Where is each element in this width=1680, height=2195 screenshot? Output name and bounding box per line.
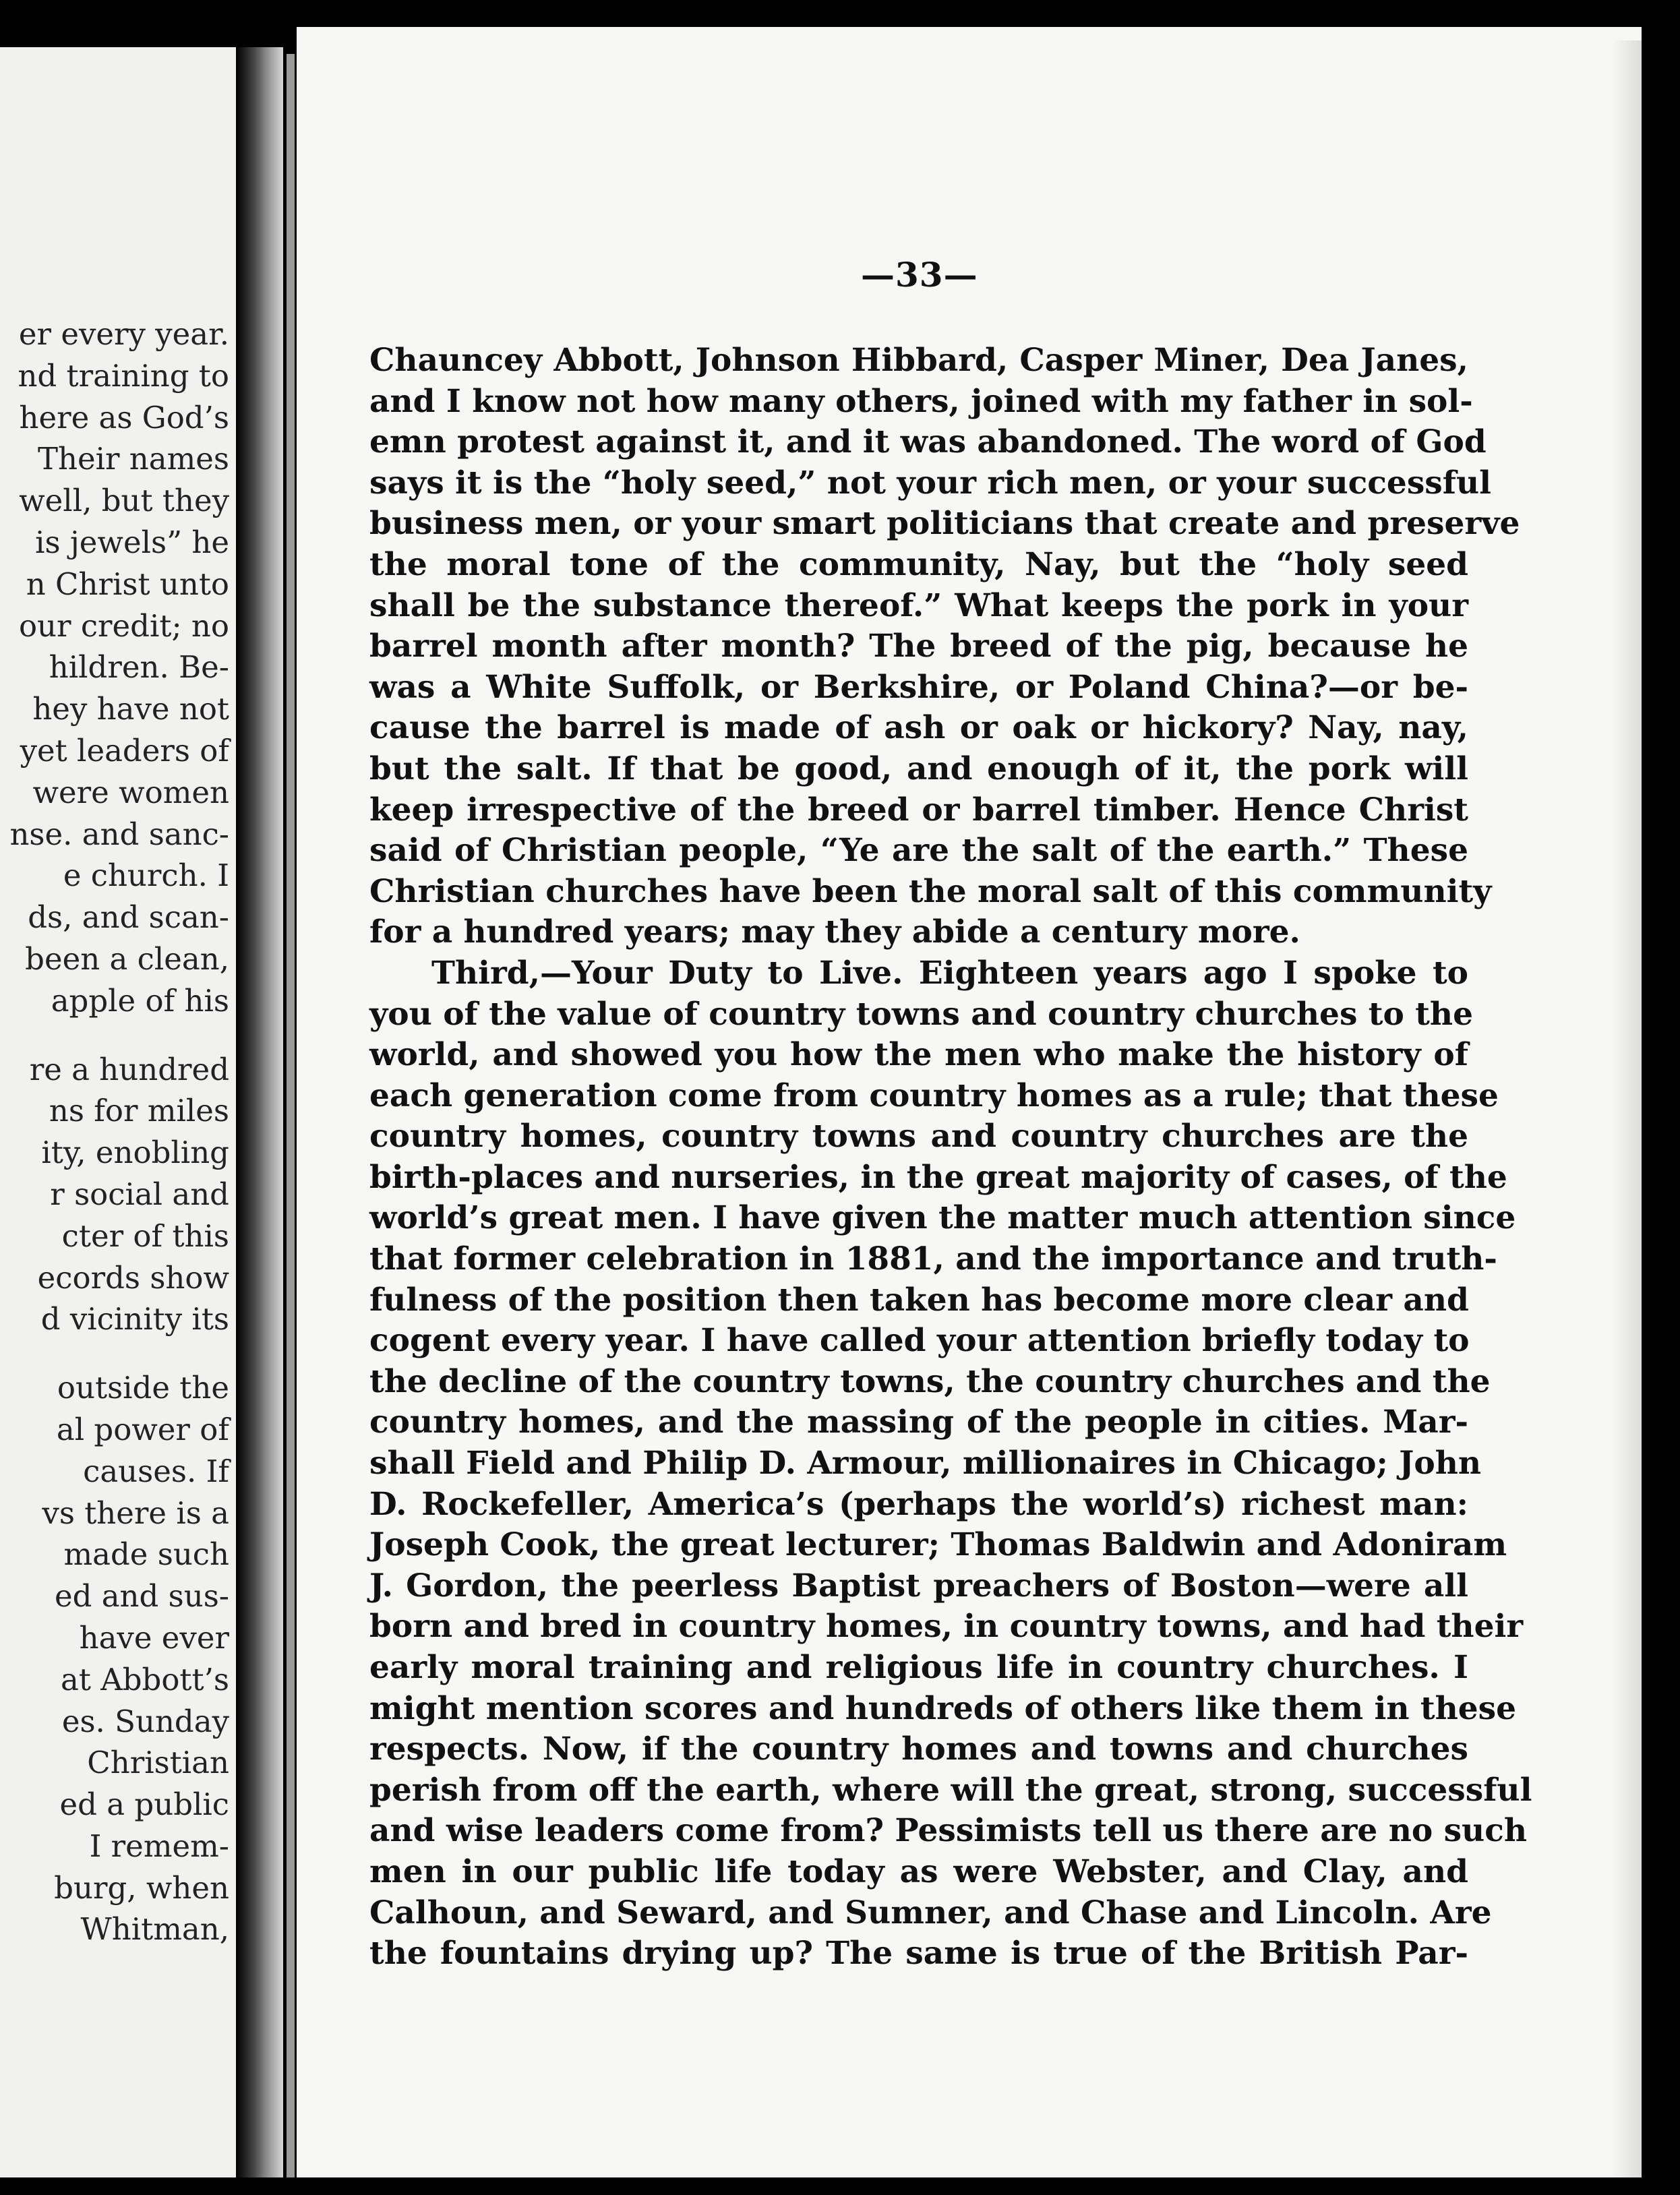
- text-line: might mention scores and hundreds of others like them in these: [369, 1689, 1517, 1727]
- facing-text-line: Whitman,: [80, 1911, 229, 1948]
- facing-text-line: been a clean,: [25, 940, 229, 977]
- text-line: Christian churches have been the moral salt of this community: [369, 872, 1492, 910]
- facing-text-line: burg, when: [54, 1869, 229, 1906]
- facing-text-line: were women: [32, 774, 229, 810]
- text-line: fulness of the position then taken has become more clear and: [369, 1281, 1469, 1319]
- facing-text-line: [0, 1022, 229, 1049]
- text-line: country homes, and the massing of the people in cities. Mar-: [369, 1404, 1468, 1441]
- text-line: for a hundred years; may they abide a century more.: [369, 913, 1300, 951]
- book-gutter: [236, 47, 283, 2177]
- text-line: emn protest against it, and it was abandoned. The word of God: [369, 423, 1487, 461]
- text-line: each generation come from country homes as a rule; that these: [369, 1077, 1499, 1114]
- text-line: Chauncey Abbott, Johnson Hibbard, Casper Miner, Dea Janes,: [369, 342, 1468, 379]
- text-line: barrel month after month? The breed of the pig, because he: [369, 628, 1468, 665]
- text-line: world, and showed you how the men who make the history of: [369, 1036, 1468, 1074]
- text-line: and I know not how many others, joined with my father in sol-: [369, 382, 1473, 420]
- text-line: shall Field and Philip D. Armour, millionaires in Chicago; John: [369, 1445, 1482, 1482]
- facing-text-line: n Christ unto: [26, 566, 229, 602]
- facing-text-line: nd training to: [18, 357, 229, 394]
- facing-text-line: ns for miles: [49, 1093, 229, 1129]
- facing-page-text: [0, 313, 229, 1950]
- facing-text-line: es. Sunday: [61, 1703, 229, 1739]
- facing-text-line: is jewels” he: [35, 524, 229, 560]
- facing-text-line: I remem-: [89, 1828, 229, 1864]
- facing-text-line: have ever: [79, 1619, 229, 1656]
- text-line: keep irrespective of the breed or barrel timber. Hence Christ: [369, 791, 1468, 829]
- facing-text-line: e church. I: [63, 858, 229, 894]
- facing-text-line: cter of this: [61, 1217, 229, 1254]
- text-line: that former celebration in 1881, and the importance and truth-: [369, 1240, 1497, 1278]
- text-line: and wise leaders come from? Pessimists tell us there are no such: [369, 1812, 1527, 1850]
- facing-text-line: here as God’s: [19, 399, 229, 435]
- text-line: birth-places and nurseries, in the great majority of cases, of the: [369, 1158, 1507, 1196]
- page-number: —33—: [861, 255, 978, 295]
- text-line: early moral training and religious life in country churches. I: [369, 1649, 1468, 1686]
- facing-text-line: well, but they: [19, 483, 229, 519]
- text-line: you of the value of country towns and country churches to the: [369, 995, 1473, 1033]
- text-line: shall be the substance thereof.” What keeps the pork in your: [369, 587, 1468, 624]
- gutter-edge: [287, 54, 295, 2177]
- facing-text-line: vs there is a: [42, 1495, 229, 1531]
- facing-text-line: apple of his: [51, 982, 229, 1019]
- text-line: cause the barrel is made of ash or oak or hickory? Nay, nay,: [369, 709, 1468, 747]
- text-line: country homes, country towns and country churches are the: [369, 1118, 1468, 1155]
- text-line: J. Gordon, the peerless Baptist preachers of Boston—were all: [369, 1567, 1468, 1604]
- text-line: was a White Suffolk, or Berkshire, or Poland China?—or be-: [369, 668, 1468, 706]
- facing-text-line: our credit; no: [18, 607, 229, 644]
- facing-text-line: er every year.: [18, 316, 229, 352]
- facing-text-line: Christian: [87, 1745, 229, 1781]
- facing-text-line: outside the: [57, 1370, 229, 1406]
- text-line: world’s great men. I have given the matter much attention since: [369, 1199, 1516, 1237]
- text-line: D. Rockefeller, America’s (perhaps the world’s) richest man:: [369, 1485, 1468, 1523]
- text-line: men in our public life today as were Webster, and Clay, and: [369, 1853, 1468, 1890]
- text-line: says it is the “holy seed,” not your rich men, or your successful: [369, 464, 1491, 502]
- text-line: Calhoun, and Seward, and Sumner, and Chase and Lincoln. Are: [369, 1894, 1492, 1931]
- facing-text-line: ity, enobling: [41, 1135, 229, 1171]
- text-line: the moral tone of the community, Nay, but the “holy seed: [369, 545, 1468, 583]
- text-line: perish from off the earth, where will the great, strong, successful: [369, 1771, 1532, 1809]
- facing-text-line: made such: [63, 1536, 229, 1573]
- facing-text-line: d vicinity its: [40, 1301, 229, 1337]
- facing-text-line: r social and: [50, 1176, 229, 1212]
- facing-text-line: nse. and sanc-: [9, 816, 229, 852]
- text-line: respects. Now, if the country homes and towns and churches: [369, 1731, 1468, 1768]
- facing-text-line: yet leaders of: [20, 732, 229, 769]
- facing-text-line: Their names: [37, 441, 229, 477]
- facing-text-line: ds, and scan-: [28, 899, 229, 936]
- facing-text-line: ecords show: [37, 1259, 229, 1296]
- text-line: but the salt. If that be good, and enough of it, the pork will: [369, 750, 1468, 787]
- facing-text-line: al power of: [56, 1411, 229, 1447]
- text-line: Third,—Your Duty to Live. Eighteen years ago I spoke to: [431, 954, 1468, 992]
- text-line: the decline of the country towns, the country churches and the: [369, 1362, 1491, 1400]
- facing-text-line: [0, 1340, 229, 1367]
- facing-text-line: re a hundred: [29, 1051, 229, 1087]
- facing-text-line: ed and sus-: [54, 1578, 229, 1615]
- body-text: [369, 340, 1532, 1975]
- facing-page-fragment: [0, 47, 236, 2177]
- facing-text-line: causes. If: [83, 1453, 229, 1489]
- text-line: Joseph Cook, the great lecturer; Thomas Baldwin and Adoniram: [369, 1526, 1507, 1564]
- text-line: said of Christian people, “Ye are the salt of the earth.” These: [369, 832, 1468, 870]
- facing-text-line: at Abbott’s: [61, 1661, 229, 1697]
- text-line: cogent every year. I have called your attention briefly today to: [369, 1322, 1470, 1360]
- facing-text-line: hey have not: [32, 691, 229, 727]
- text-line: business men, or your smart politicians that create and preserve: [369, 505, 1520, 543]
- facing-text-line: hildren. Be-: [49, 649, 229, 686]
- text-line: the fountains drying up? The same is true of the British Par-: [369, 1935, 1468, 1973]
- page-edge: [1611, 40, 1642, 2177]
- facing-text-line: ed a public: [59, 1786, 229, 1823]
- text-line: born and bred in country homes, in country towns, and had their: [369, 1608, 1524, 1646]
